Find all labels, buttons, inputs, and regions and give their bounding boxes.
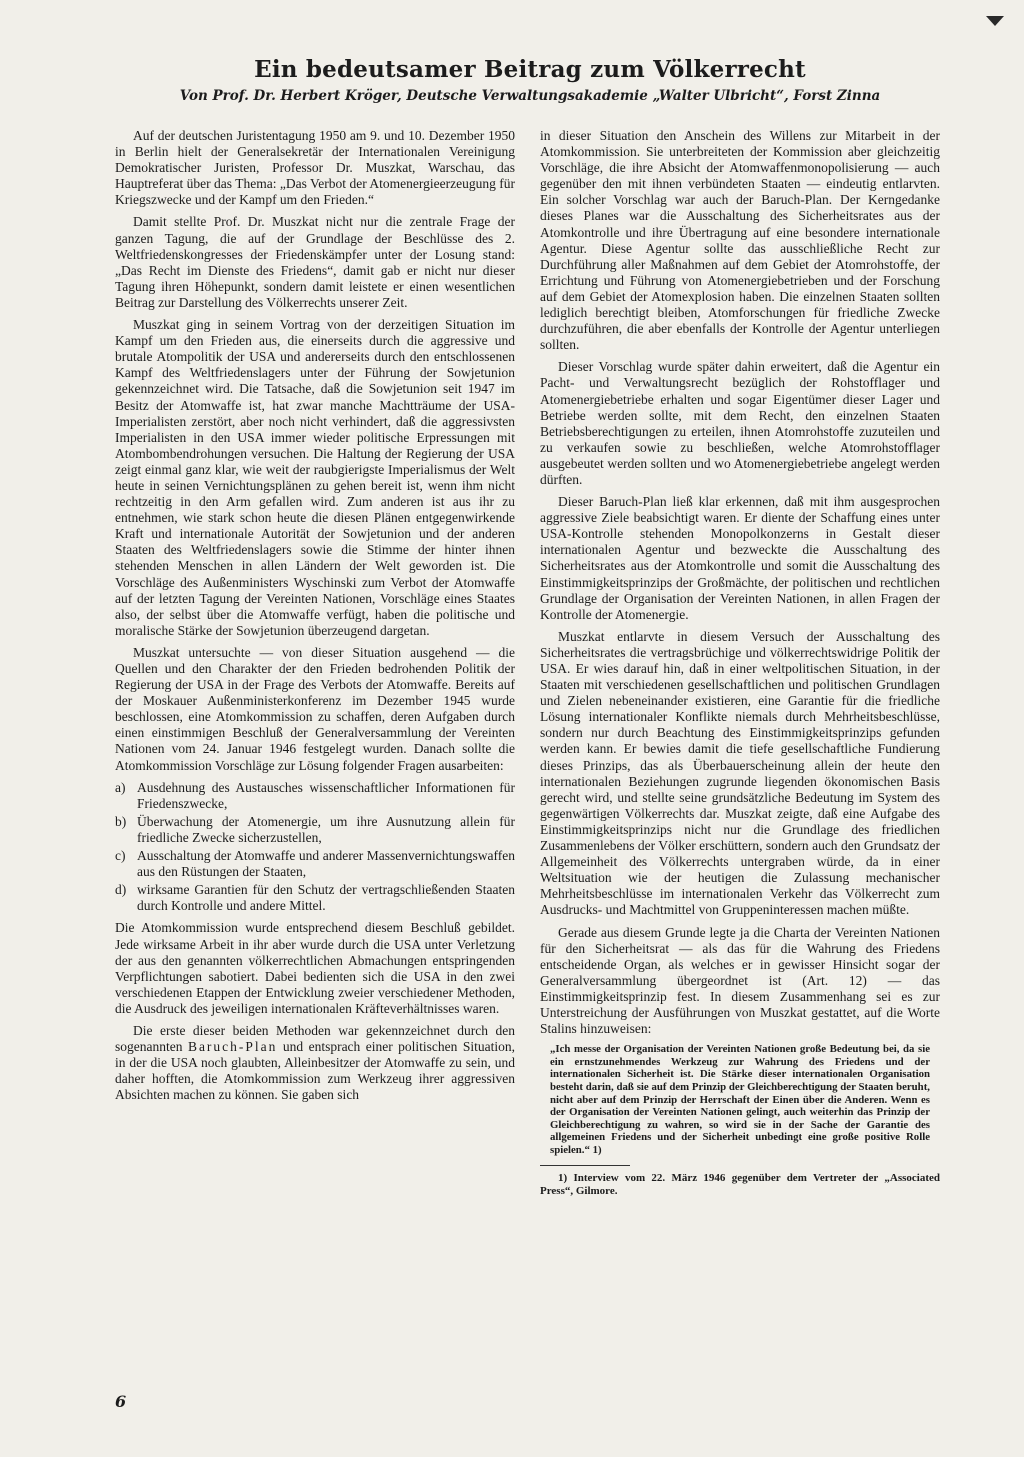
footnote-divider [540, 1165, 630, 1166]
paragraph: Muszkat untersuchte — von dieser Situation ausgehend — die Quellen und den Charakter der den Frieden bedrohenden Politik der Regierung der USA in der Frage des Verbots der Atomwaffe. Bereits auf der Moskauer Außenministerkonferenz im Dezember 1945 wurde beschlossen, eine Atomkommission zu schaffen, deren Aufgaben durch einen einstimmigen Beschluß der Generalversammlung der Vereinten Nationen vom 24. Januar 1946 festgelegt wurden. Danach sollte die Atomkommission Vorschläge zur Lösung folgender Fragen ausarbeiten: [115, 644, 515, 773]
paragraph: Muszkat ging in seinem Vortrag von der derzeitigen Situation im Kampf um den Frieden aus, die einerseits durch die aggressive und brutale Atompolitik der USA und andererseits durch den entschlossenen Kampf des Weltfriedenslagers unter der Führung der Sowjetunion gekennzeichnet wird. Die Tatsache, daß die Sowjetunion seit 1947 im Besitz der Atomwaffe ist, hat zwar manche Machtträume der USA-Imperialisten zerstört, aber noch nicht verhindert, daß die aggressivsten Imperialisten in den USA immer wieder politische Erpressungen mit Atombombendrohungen versuchen. Die Haltung der Regierung der USA zeigt einmal ganz klar, wie weit der raubgierigste Imperialismus der Welt heute in seinen Vernichtungsplänen zu gehen bereit ist, wenn ihm nicht rechtzeitig in den Arm gefallen wird. Zum anderen ist aus ihr zu entnehmen, wie stark schon heute die diesen Plänen entgegenwirkende Kraft und internationale Autorität der Sowjetunion und der anderen Staaten des Weltfriedenslagers sowie die Stimme der hinter ihnen stehenden Menschen in allen Ländern der Welt geworden ist. Die Vorschläge des Außenministers Wyschinski zum Verbot der Atomwaffe auf der letzten Tagung der Vereinten Nationen, Vorschläge eines Staates also, der selbst über die Atomwaffe verfügt, haben die politische und moralische Stärke der Sowjetunion überzeugend dargetan. [115, 317, 515, 638]
list-item [115, 814, 515, 846]
list-text: wirksame Garantien für den Schutz der vertragschließenden Staaten durch Kontrolle und andere Mittel. [137, 882, 515, 914]
paragraph: Muszkat entlarvte in diesem Versuch der Ausschaltung des Sicherheitsrates die vertragsbrüchige und völkerrechtswidrige Politik der USA. Er wies darauf hin, daß in einer weltpolitischen Situation, in der Staaten mit verschiedenen gesellschaftlichen und politischen Grundlagen und Zielen nebeneinander existieren, eine Garantie für die friedliche Lösung internationaler Konflikte niemals durch Mehrheitsbeschlüsse, sondern nur durch Beachtung des Einstimmigkeitsprinzips gefunden werden kann. Er bewies damit die tiefe gesellschaftliche Fundierung dieses Prinzips, das als Überbauerscheinung allein der heute den internationalen Beziehungen zugrunde liegenden ökonomischen Basis gerecht wird, und stellte seine grundsätzliche Bedeutung im System des gegenwärtigen Völkerrechts dar. Muszkat zeigte, daß eine Aufgabe des Einstimmigkeitsprinzips nicht nur die Grundlage des friedlichen Zusammenlebens der Völker erschüttern, sondern auch den Grundsatz der Allgemeinheit des Völkerrechts untergraben würde, da in einer Weltsituation wie der heutigen die Zulassung mechanischer Mehrheitsbeschlüsse im internationalen Verkehr das Völkerrecht zum Ausdrucks- und Machtmittel von Gruppeninteressen machen müßte. [540, 628, 940, 918]
stalin-quote: „Ich messe der Organisation der Vereinten Nationen große Bedeutung bei, da sie ein ernstzunehmendes Werkzeug zur Wahrung des Friedens und der internationalen Sicherheit ist. Die Stärke dieser internationalen Organisation besteht darin, daß sie auf dem Prinzip der Gleichberechtigung der Staaten beruht, nicht aber auf dem Prinzip der Herrschaft der Einen über die Anderen. Wenn es der Organisation der Vereinten Nationen gelingt, auch weiterhin das Prinzip der Gleichberechtigung zu wahren, so wird sie in der Sache der Garantie des allgemeinen Friedens und der Sicherheit unbedingt eine große positive Rolle spielen.“ 1) [550, 1043, 930, 1156]
paragraph: Dieser Baruch-Plan ließ klar erkennen, daß mit ihm ausgesprochen aggressive Ziele beabsichtigt waren. Er diente der Schaffung eines unter USA-Kontrolle stehenden Monopolkonzerns in Gestalt dieser internationalen Agentur und bezweckte die Ausschaltung des Sicherheitsrates aus der Atomkontrolle und somit die Ausschaltung des Einstimmigkeitsprinzips der Großmächte, der politischen und rechtlichen Grundlage der Organisation der Vereinten Nationen, in allen Fragen der Kontrolle der Atomenergie. [540, 494, 940, 622]
paragraph: in dieser Situation den Anschein des Willens zur Mitarbeit in der Atomkommission. Sie unterbreiteten der Kommission aber gleichzeitig Vorschläge, die ihre Absicht der Atomwaffenmonopolisierung — auch gegenüber den mit ihnen verbündeten Staaten — eindeutig entlarvten. Ein solcher Vorschlag war auch der Baruch-Plan. Der Kerngedanke dieses Planes war die Ausschaltung des Sicherheitsrates aus der Atomkontrolle und ihre Übertragung auf eine besondere internationale Agentur. Diese Agentur sollte das ausschließliche Recht zur Durchführung aller Maßnahmen auf dem Gebiet der Atomrohstoffe, der Errichtung und Führung von Atomenergiebetrieben und der Forschung auf dem Gebiet der Atomexplosion haben. Die einzelnen Staaten sollten lediglich berechtigt bleiben, Atomforschungen für friedliche Zwecke durchzuführen, die aber ebenfalls der Kontrolle der Agentur unterliegen sollten. [540, 128, 940, 353]
paragraph: Dieser Vorschlag wurde später dahin erweitert, daß die Agentur ein Pacht- und Verwaltungsrecht bezüglich der Rohstofflager und Atomenergiebetriebe erhalten und sogar Eigentümer dieser Lager und Betriebe werden sollte, mit dem Recht, den einzelnen Staaten Betriebsberechtigungen zu erteilen, ihnen Atomrohstoffe zuzuteilen und zu verkaufen sowie zu beschließen, welche Atomrohstofflager ausgebeutet werden sollten und wo Atomenergiebetriebe angelegt werden dürften. [540, 359, 940, 487]
list-text: Ausdehnung des Austausches wissenschaftlicher Informationen für Friedenszwecke, [137, 779, 515, 811]
list-item [115, 882, 515, 914]
paragraph: Gerade aus diesem Grunde legte ja die Charta der Vereinten Nationen für den Sicherheitsrat — als das für die Wahrung des Friedens entscheidende Organ, als welches er in gewisser Hinsicht sogar der Generalversammlung übergeordnet ist (Art. 12) — das Einstimmigkeitsprinzip fest. In diesem Zusammenhang sei es zur Unterstreichung der Ausführungen von Muszkat gestattet, auf die Worte Stalins hinzuweisen: [540, 924, 940, 1037]
page-number: 6 [115, 1392, 127, 1411]
list-label: a) [115, 779, 126, 795]
list-label: c) [115, 848, 126, 864]
paragraph [115, 1023, 515, 1103]
left-column [115, 128, 515, 1109]
text-run: Die erste dieser beiden Methoden war gekennzeichnet durch den sogenannten [115, 1022, 515, 1055]
paragraph: Damit stellte Prof. Dr. Muszkat nicht nur die zentrale Frage der ganzen Tagung, die auf der Grundlage der Beschlüsse des 2. Weltfriedenskongresses der Friedenskämpfer unter der Losung stand: „Das Recht im Dienste des Friedens“, damit gab er nicht nur dieser Tagung ihren Höhepunkt, sondern damit leistete er einen wesentlichen Beitrag zur Darstellung des Völkerrechts unserer Zeit. [115, 214, 515, 310]
article-byline: Von Prof. Dr. Herbert Kröger, Deutsche Verwaltungsakademie „Walter Ulbricht“, Forst Zinna [179, 88, 881, 104]
paragraph: Auf der deutschen Juristentagung 1950 am 9. und 10. Dezember 1950 in Berlin hielt der Generalsekretär der Internationalen Vereinigung Demokratischer Juristen, Professor Dr. Muszkat, Warschau, das Hauptreferat über das Thema: „Das Verbot der Atomenergieerzeugung für Kriegszwecke und der Kampf um den Frieden.“ [115, 128, 515, 208]
corner-mark-icon [984, 14, 1006, 28]
list-label: b) [115, 813, 127, 829]
list-label: d) [115, 882, 127, 898]
article-title: Ein bedeutsamer Beitrag zum Völkerrecht [254, 56, 806, 83]
right-column [540, 128, 940, 1204]
baruch-plan-emphasis: Baruch-Plan [187, 1039, 278, 1055]
footnote: 1) Interview vom 22. März 1946 gegenüber dem Vertreter der „Associated Press“, Gilmore. [540, 1171, 940, 1197]
text-run: und entsprach einer politischen Situation, in der die USA noch glaubten, Alleinbesitzer der Atomwaffe zu sein, und daher hofften, die Atomkommission zum Werkzeug ihrer aggressiven Absichten machen zu können. Sie gaben sich [115, 1039, 515, 1103]
list-text: Ausschaltung der Atomwaffe und anderer Massenvernichtungswaffen aus den Rüstungen der Staaten, [137, 848, 515, 880]
list-text: Überwachung der Atomenergie, um ihre Ausnutzung allein für friedliche Zwecke sicherzustellen, [137, 813, 515, 845]
list-item [115, 848, 515, 880]
list-item [115, 780, 515, 812]
paragraph: Die Atomkommission wurde entsprechend diesem Beschluß gebildet. Jede wirksame Arbeit in ihr aber wurde durch die USA unter Verletzung der aus den genannten völkerrechtlichen Abmachungen entspringenden Verpflichtungen sabotiert. Dabei bedienten sich die USA in den zwei verschiedenen Etappen der Entwicklung zweier verschiedener Methoden, die Ausdruck des jeweiligen internationalen Kräfteverhältnisses waren. [115, 920, 515, 1016]
question-list [115, 780, 515, 915]
